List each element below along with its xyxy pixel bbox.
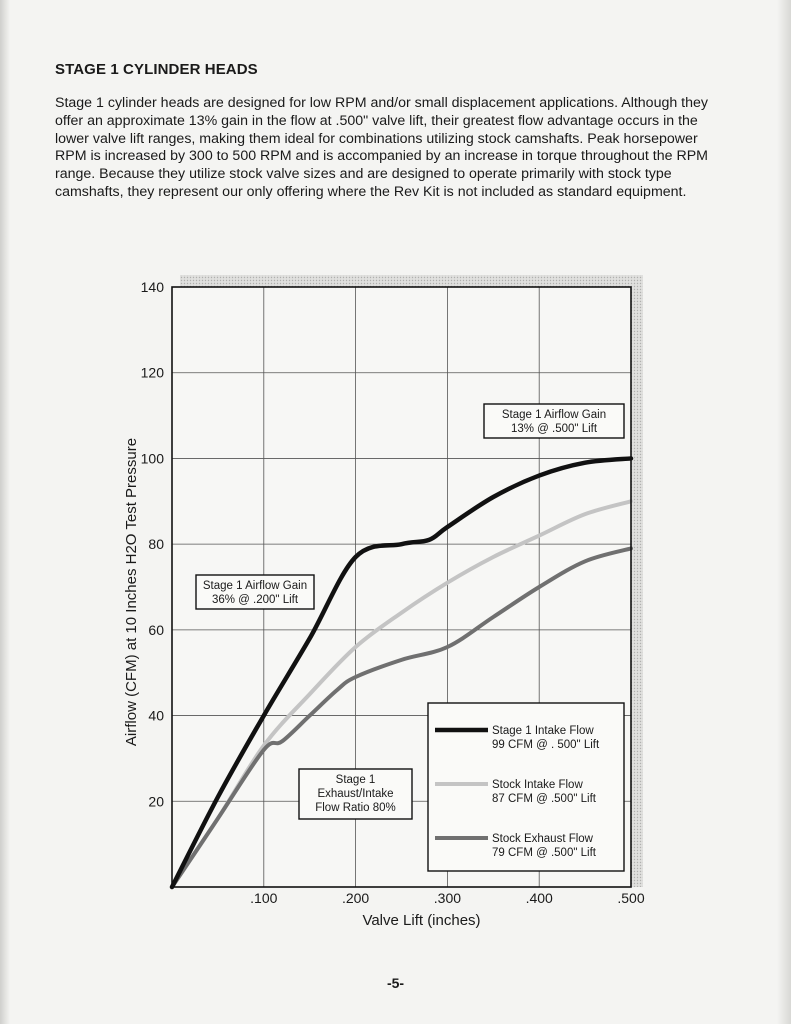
page-number: -5- bbox=[386, 975, 405, 991]
intro-paragraph: Stage 1 cylinder heads are designed for low RPM and/or small displacement applications. Although they offer an approximate 13% gain in the flow at .500" valve lift, their greatest flow advantage occurs in the lower valve lift ranges, making them ideal for combinations utilizing stock camshafts. Peak horsepower RPM is increased by 300 to 500 RPM and is accompanied by an increase in torque throughout the RPM range. Because they utilize stock valve sizes and are designed to operate primarily with stock type camshafts, they represent our only offering where the Rev Kit is not included as standard equipment. bbox=[55, 95, 708, 200]
legend-value: 79 CFM @ .500" Lift bbox=[492, 847, 596, 859]
x-tick-label: .300 bbox=[433, 890, 462, 906]
y-tick-label: 60 bbox=[148, 621, 164, 638]
x-tick-label: .400 bbox=[525, 890, 553, 906]
annotation-text: Stage 1 Airflow Gain bbox=[202, 580, 308, 592]
annotation-text: 13% @ .500" Lift bbox=[510, 423, 598, 435]
legend-value: 99 CFM @ . 500" Lift bbox=[492, 739, 600, 751]
legend-label: Stock Exhaust Flow bbox=[492, 833, 593, 845]
y-tick-label: 120 bbox=[140, 364, 164, 381]
legend-label: Stage 1 Intake Flow bbox=[492, 725, 594, 737]
y-tick-label: 80 bbox=[148, 536, 164, 553]
legend-label: Stock Intake Flow bbox=[492, 779, 583, 791]
annotation-box bbox=[484, 404, 624, 438]
annotation-text: 36% @ .200" Lift bbox=[211, 594, 299, 606]
section-heading: STAGE 1 CYLINDER HEADS bbox=[55, 61, 258, 78]
annotation-box bbox=[196, 575, 314, 609]
y-tick-label: 40 bbox=[148, 707, 164, 724]
x-tick-label: .500 bbox=[617, 890, 645, 906]
y-axis-label: Airflow (CFM) at 10 Inches H2O Test Pressure bbox=[123, 437, 140, 747]
y-tick-label: 140 bbox=[140, 279, 164, 295]
annotation-text: Flow Ratio 80% bbox=[315, 802, 396, 814]
annotation-text: Stage 1 bbox=[335, 774, 376, 786]
y-tick-label: 100 bbox=[140, 450, 164, 467]
legend-value: 87 CFM @ .500" Lift bbox=[492, 793, 596, 805]
annotation-text: Stage 1 Airflow Gain bbox=[501, 409, 607, 421]
x-axis-label: Valve Lift (inches) bbox=[362, 912, 481, 929]
annotation-box bbox=[299, 769, 412, 819]
x-tick-label: .100 bbox=[250, 890, 278, 906]
x-tick-label: .200 bbox=[341, 890, 370, 906]
annotation-text: Exhaust/Intake bbox=[317, 788, 394, 800]
y-tick-label: 20 bbox=[148, 793, 164, 810]
